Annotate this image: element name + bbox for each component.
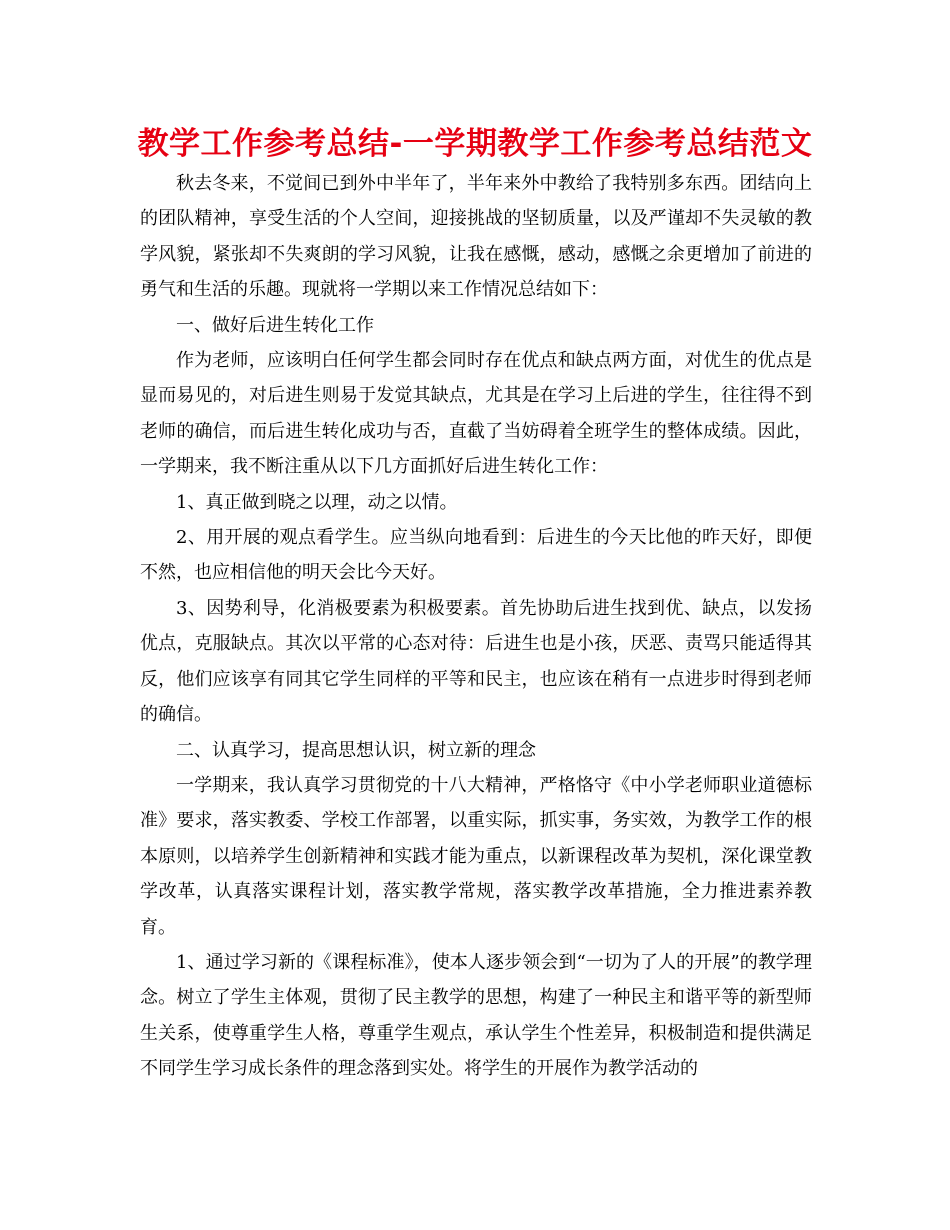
section-heading-2: 二、认真学习，提高思想认识，树立新的理念 [176, 739, 536, 761]
paragraph-section-1: 作为老师，应该明白任何学生都会同时存在优点和缺点两方面，对优生的优点是显而易见的，对后进生则易于发觉其缺点，尤其是在学习上后进的学生，往往得不到老师的确信，而后进生转化成功与否，直截了当妨碍着全班学生的整体成绩。因此，一学期来，我不断注重从以下几方面抓好后进生转化工作： [140, 350, 812, 478]
document-body [140, 166, 812, 1087]
list-item-2-1: 1、通过学习新的《课程标准》，使本人逐步领会到“一切为了人的开展”的教学理念。树立了学生主体观，贯彻了民主教学的思想，构建了一种民主和谐平等的新型师生关系，使尊重学生人格，尊重学生观点，承认学生个性差异，积极制造和提供满足不同学生学习成长条件的理念落到实处。将学生的开展作为教学活动的 [140, 951, 812, 1080]
list-item-1-2: 2、用开展的观点看学生。应当纵向地看到：后进生的今天比他的昨天好，即便不然，也应相信他的明天会比今天好。 [140, 527, 812, 584]
list-item-1-3: 3、因势利导，化消极要素为积极要素。首先协助后进生找到优、缺点，以发扬优点，克服缺点。其次以平常的心态对待：后进生也是小孩，厌恶、责骂只能适得其反，他们应该享有同其它学生同样的平等和民主，也应该在稍有一点进步时得到老师的确信。 [140, 597, 812, 726]
list-item-1-1: 1、真正做到晓之以理，动之以情。 [176, 491, 458, 513]
document-title: 教学工作参考总结-一学期教学工作参考总结范文 [137, 126, 813, 162]
paragraph-intro: 秋去冬来，不觉间已到外中半年了，半年来外中教给了我特别多东西。团结向上的团队精神，享受生活的个人空间，迎接挑战的坚韧质量，以及严谨却不失灵敏的教学风貌，紧张却不失爽朗的学习风貌，让我在感慨，感动，感慨之余更增加了前进的勇气和生活的乐趣。现就将一学期以来工作情况总结如下： [140, 173, 812, 301]
paragraph-section-2: 一学期来，我认真学习贯彻党的十八大精神，严格恪守《中小学老师职业道德标准》要求，落实教委、学校工作部署，以重实际，抓实事，务实效，为教学工作的根本原则，以培养学生创新精神和实践才能为重点，以新课程改革为契机，深化课堂教学改革，认真落实课程计划，落实教学常规，落实教学改革措施，全力推进素养教育。 [140, 774, 812, 938]
section-heading-1: 一、做好后进生转化工作 [176, 314, 374, 336]
